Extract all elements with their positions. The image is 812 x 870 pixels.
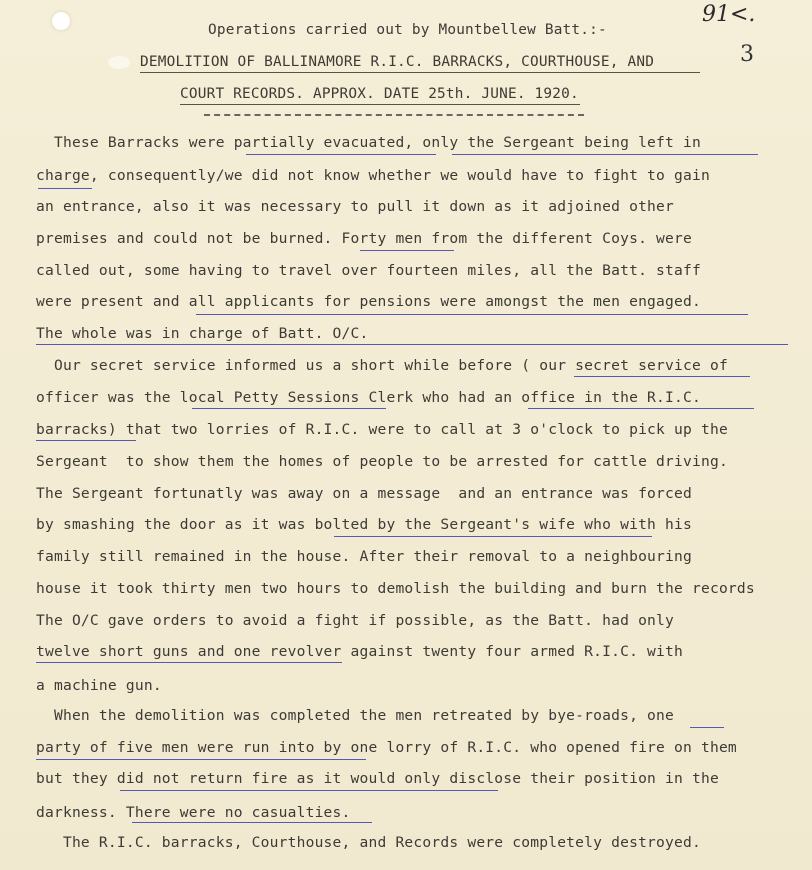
- body-line: barracks) that two lorries of R.I.C. were to call at 3 o'clock to pick up the: [36, 421, 728, 438]
- body-line: party of five men were run into by one lorry of R.I.C. who opened fire on them: [36, 739, 737, 756]
- body-line: charge, consequently/we did not know whether we would have to fight to gain: [36, 167, 710, 184]
- body-line: twelve short guns and one revolver against twenty four armed R.I.C. with: [36, 643, 684, 660]
- pen-underline: [132, 822, 372, 823]
- pen-underline: [120, 790, 498, 791]
- body-line: The whole was in charge of Batt. O/C.: [36, 325, 369, 342]
- body-line: were present and all applicants for pensions were amongst the men engaged.: [36, 293, 701, 310]
- body-line: darkness. There were no casualties.: [36, 804, 351, 821]
- pen-underline: [574, 376, 750, 377]
- header-line-2: DEMOLITION OF BALLINAMORE R.I.C. BARRACKS, COURTHOUSE, AND: [140, 54, 655, 70]
- header-underline: [180, 104, 580, 105]
- pen-underline: [36, 759, 366, 760]
- punch-hole: [52, 12, 70, 30]
- pen-underline: [38, 188, 92, 189]
- body-line: premises and could not be burned. Forty men from the different Coys. were: [36, 230, 692, 247]
- pen-underline: [36, 440, 136, 441]
- pen-underline: [36, 344, 788, 345]
- body-line: When the demolition was completed the men retreated by bye-roads, one: [36, 707, 675, 724]
- header-line-3: COURT RECORDS. APPROX. DATE 25th. JUNE. 1920.: [180, 86, 579, 102]
- body-line: These Barracks were partially evacuated, only the Sergeant being left in: [36, 134, 701, 151]
- pen-underline: [528, 408, 754, 409]
- pen-underline: [192, 408, 386, 409]
- punch-hole: [108, 56, 130, 69]
- pen-underline: [360, 250, 454, 251]
- pen-underline: [690, 727, 724, 728]
- body-line: but they did not return fire as it would only disclose their position in the: [36, 770, 719, 787]
- body-line: a machine gun.: [36, 677, 162, 694]
- body-line: The O/C gave orders to avoid a fight if possible, as the Batt. had only: [36, 612, 675, 629]
- pen-underline: [334, 536, 652, 537]
- page-number: 3: [740, 42, 754, 67]
- handwritten-number: 91<.: [702, 2, 756, 27]
- body-line: The R.I.C. barracks, Courthouse, and Records were completely destroyed.: [36, 834, 701, 851]
- header-underline: [140, 72, 700, 73]
- pen-underline: [36, 662, 342, 663]
- body-line: family still remained in the house. After their removal to a neighbouring: [36, 548, 692, 565]
- body-line: called out, some having to travel over fourteen miles, all the Batt. staff: [36, 262, 701, 279]
- body-line: Sergeant to show them the homes of people to be arrested for cattle driving.: [36, 453, 728, 470]
- body-line: an entrance, also it was necessary to pull it down as it adjoined other: [36, 198, 675, 215]
- header-line-1: Operations carried out by Mountbellew Batt.:-: [208, 22, 607, 38]
- header-dashed-rule: [204, 114, 584, 116]
- body-line: Our secret service informed us a short while before ( our secret service of: [36, 357, 728, 374]
- pen-underline: [452, 154, 758, 155]
- body-line: by smashing the door as it was bolted by the Sergeant's wife who with his: [36, 516, 692, 533]
- body-line: house it took thirty men two hours to demolish the building and burn the records: [36, 580, 755, 597]
- pen-underline: [246, 154, 436, 155]
- body-line: officer was the local Petty Sessions Clerk who had an office in the R.I.C.: [36, 389, 701, 406]
- body-line: The Sergeant fortunatly was away on a message and an entrance was forced: [36, 485, 692, 502]
- pen-underline: [196, 314, 748, 315]
